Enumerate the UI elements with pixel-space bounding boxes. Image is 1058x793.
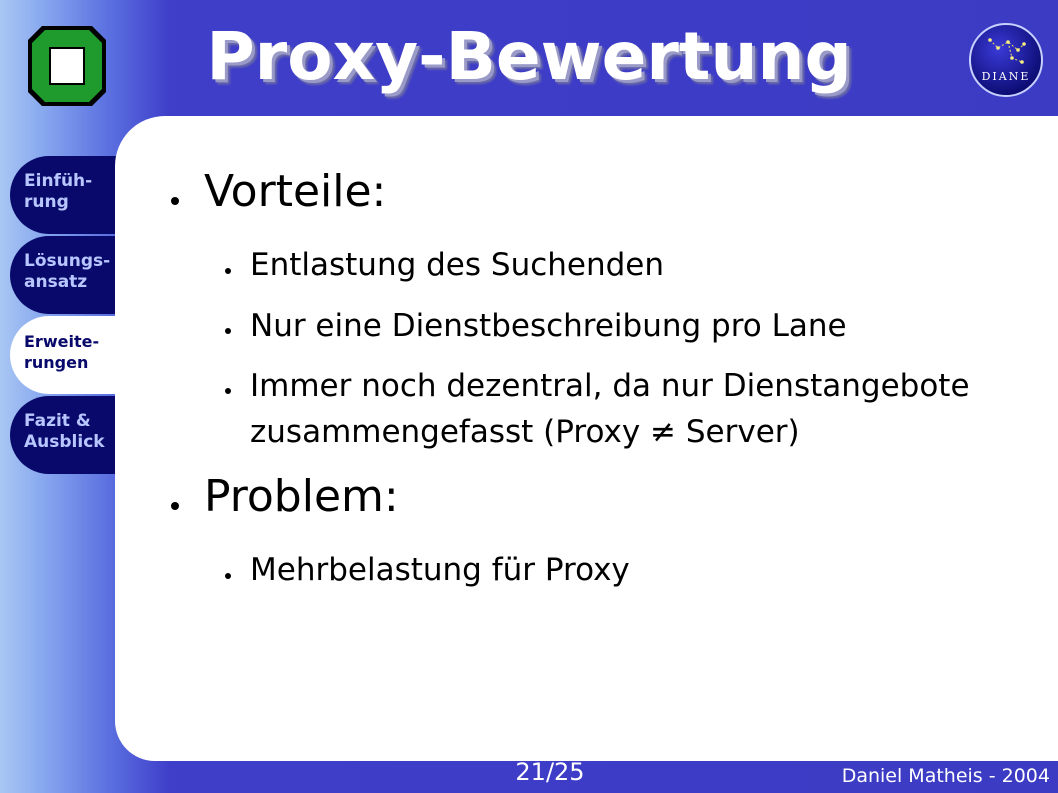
list-item-continuation: zusammengefasst (Proxy ≠ Server)	[250, 414, 800, 450]
nav-tab-loesungsansatz[interactable]	[10, 236, 120, 314]
section-heading-vorteile: Vorteile:	[204, 166, 387, 217]
nav-tab-label: rungen	[24, 353, 89, 372]
section-heading-problem: Problem:	[204, 471, 399, 522]
page-number: 21/25	[515, 758, 585, 786]
bullet-icon	[171, 197, 179, 205]
footer-author: Daniel Matheis - 2004	[841, 765, 1050, 787]
diane-logo-icon	[968, 22, 1044, 98]
bullet-icon	[225, 388, 231, 394]
list-item: Nur eine Dienstbeschreibung pro Lane	[250, 308, 847, 344]
bullet-icon	[225, 573, 231, 579]
slide-title: Proxy-Bewertung	[206, 18, 852, 95]
nav-tab-label: Einfüh-	[24, 171, 93, 191]
nav-tab-label: Ausblick	[24, 432, 105, 452]
list-item: Entlastung des Suchenden	[250, 247, 665, 283]
list-item: Immer noch dezentral, da nur Dienstangebote	[250, 368, 970, 404]
nav-tab-label: Erweite-	[24, 332, 100, 351]
nav-tab-fazit-ausblick[interactable]	[10, 396, 120, 474]
nav-tab-label: ansatz	[24, 272, 88, 292]
nav-tab-einfuehrung[interactable]	[10, 156, 120, 234]
university-logo-icon	[28, 26, 106, 106]
diane-logo-text: DIANE	[981, 70, 1031, 83]
bullet-icon	[225, 268, 231, 274]
bullet-icon	[171, 502, 179, 510]
list-item: Mehrbelastung für Proxy	[250, 552, 630, 588]
nav-tab-label: Fazit &	[24, 411, 91, 431]
nav-tab-label: Lösungs-	[24, 251, 111, 271]
nav-tab-label: rung	[24, 192, 69, 212]
bullet-icon	[225, 328, 231, 334]
nav-tab-erweiterungen[interactable]	[10, 316, 125, 394]
